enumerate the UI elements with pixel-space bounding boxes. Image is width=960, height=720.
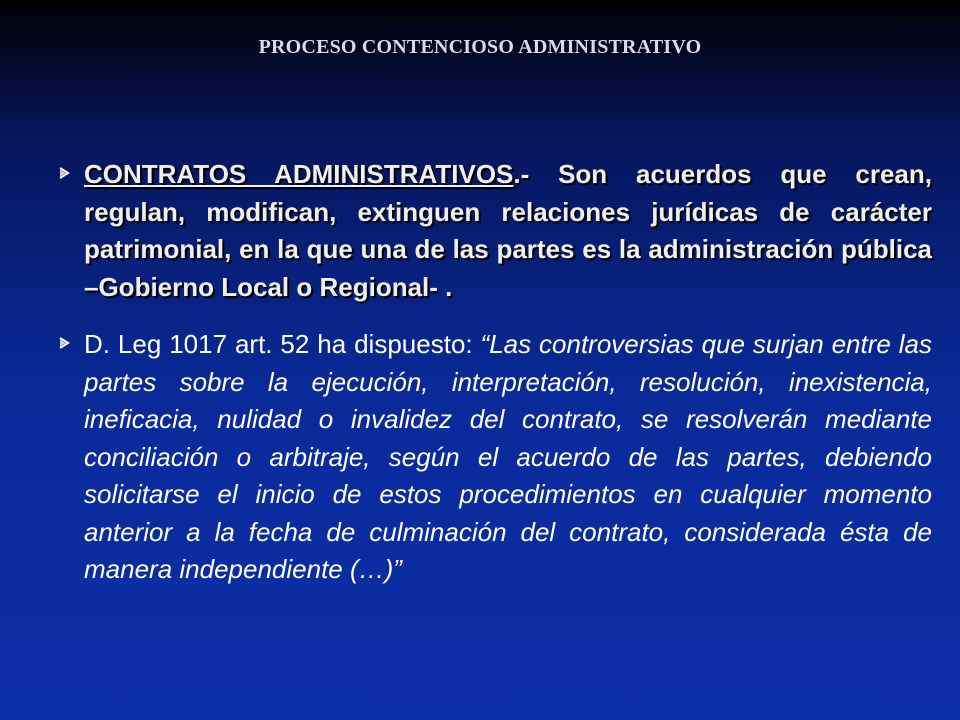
arrow-bullet-icon [58, 337, 70, 349]
bullet-lead-text: D. Leg 1017 art. 52 ha dispuesto: [84, 329, 481, 359]
bullet-term: CONTRATOS ADMINISTRATIVOS [84, 159, 514, 189]
bullet-decreto-legislativo [56, 326, 932, 589]
bullet-definition: Son acuerdos que crean, regulan, modifican, extinguen relaciones jurídicas de carácter patrimonial, en la que una de las partes es la administración pública –Gobierno Local o Regional- . [84, 159, 932, 302]
bullet-quote: “Las controversias que surjan entre las partes sobre la ejecución, interpretación, resolución, inexistencia, ineficacia, nulidad o invalidez del contrato, se resolverán mediante conciliación o arbitraje, según el acuerdo de las partes, debiendo solicitarse el inicio de estos procedimientos en cualquier momento anterior a la fecha de culminación del contrato, considerada ésta de manera independiente (…)” [84, 329, 932, 584]
bullet-list [56, 156, 932, 589]
bullet-contratos-administrativos [56, 156, 932, 306]
slide-title: PROCESO CONTENCIOSO ADMINISTRATIVO [258, 36, 702, 58]
bullet-separator: .- [513, 159, 530, 189]
arrow-bullet-icon [58, 167, 70, 179]
